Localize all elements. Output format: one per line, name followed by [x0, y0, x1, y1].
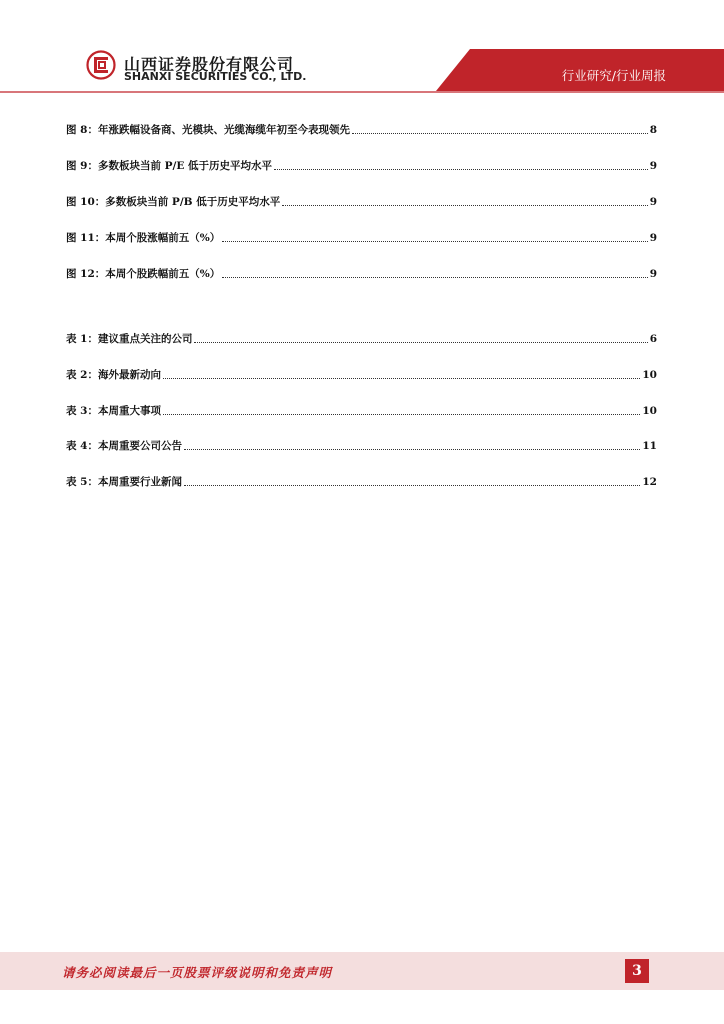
toc-entry-table-5[interactable] [66, 473, 657, 489]
entry-title: 多数板块当前 P/B 低于历史平均水平 [105, 196, 281, 208]
toc-entry-figure-12[interactable] [66, 265, 657, 281]
entry-page: 9 [649, 196, 657, 208]
entry-page: 8 [649, 124, 657, 136]
entry-title: 本周个股涨幅前五（%） [105, 232, 221, 244]
entry-label: 图 11： [66, 232, 106, 244]
toc-entry-figure-11[interactable] [66, 229, 657, 245]
toc-entry-figure-8[interactable] [66, 121, 657, 137]
entry-page: 9 [649, 160, 657, 172]
toc-entry-table-2[interactable] [66, 366, 657, 382]
dot-leader [282, 205, 647, 206]
company-name-cn: 山西证券股份有限公司 [124, 55, 295, 74]
entry-title: 年涨跌幅设备商、光模块、光缆海缆年初至今表现领先 [97, 124, 350, 136]
entry-title: 本周重大事项 [97, 405, 161, 417]
entry-title: 本周重要公司公告 [97, 440, 182, 452]
toc-entry-figure-10[interactable] [66, 193, 657, 209]
entry-page: 9 [649, 268, 657, 280]
entry-label: 表 3： [66, 405, 98, 417]
entry-label: 表 1： [66, 333, 98, 345]
dot-leader [184, 485, 640, 486]
entry-label: 图 12： [66, 268, 106, 280]
page-number: 3 [625, 959, 649, 983]
toc-entry-table-1[interactable] [66, 330, 657, 346]
entry-page: 11 [642, 440, 657, 452]
dot-leader [222, 277, 647, 278]
company-name-en: SHANXI SECURITIES CO., LTD. [124, 70, 307, 83]
dot-leader [163, 414, 640, 415]
dot-leader [163, 378, 640, 379]
dot-leader [184, 449, 640, 450]
entry-label: 图 8： [66, 124, 98, 136]
entry-label: 表 2： [66, 369, 98, 381]
entry-title: 建议重点关注的公司 [97, 333, 193, 345]
entry-title: 本周重要行业新闻 [97, 476, 182, 488]
entry-page: 10 [642, 369, 657, 381]
entry-page: 6 [649, 333, 657, 345]
entry-page: 12 [642, 476, 657, 488]
page-header [0, 0, 724, 100]
dot-leader [222, 241, 647, 242]
entry-label: 图 10： [66, 196, 106, 208]
entry-label: 表 5： [66, 476, 98, 488]
dot-leader [274, 169, 648, 170]
entry-page: 9 [649, 232, 657, 244]
entry-label: 图 9： [66, 160, 98, 172]
disclaimer-text: 请务必阅读最后一页股票评级说明和免责声明 [62, 965, 333, 980]
report-type: 行业研究/行业周报 [561, 68, 666, 83]
entry-title: 海外最新动向 [97, 369, 161, 381]
dot-leader [194, 342, 647, 343]
entry-label: 表 4： [66, 440, 98, 452]
company-logo-icon [86, 50, 116, 80]
dot-leader [352, 133, 648, 134]
entry-page: 10 [642, 405, 657, 417]
toc-entry-table-4[interactable] [66, 437, 657, 453]
toc-entry-table-3[interactable] [66, 402, 657, 418]
toc-entry-figure-9[interactable] [66, 157, 657, 173]
entry-title: 多数板块当前 P/E 低于历史平均水平 [97, 160, 273, 172]
entry-title: 本周个股跌幅前五（%） [105, 268, 221, 280]
